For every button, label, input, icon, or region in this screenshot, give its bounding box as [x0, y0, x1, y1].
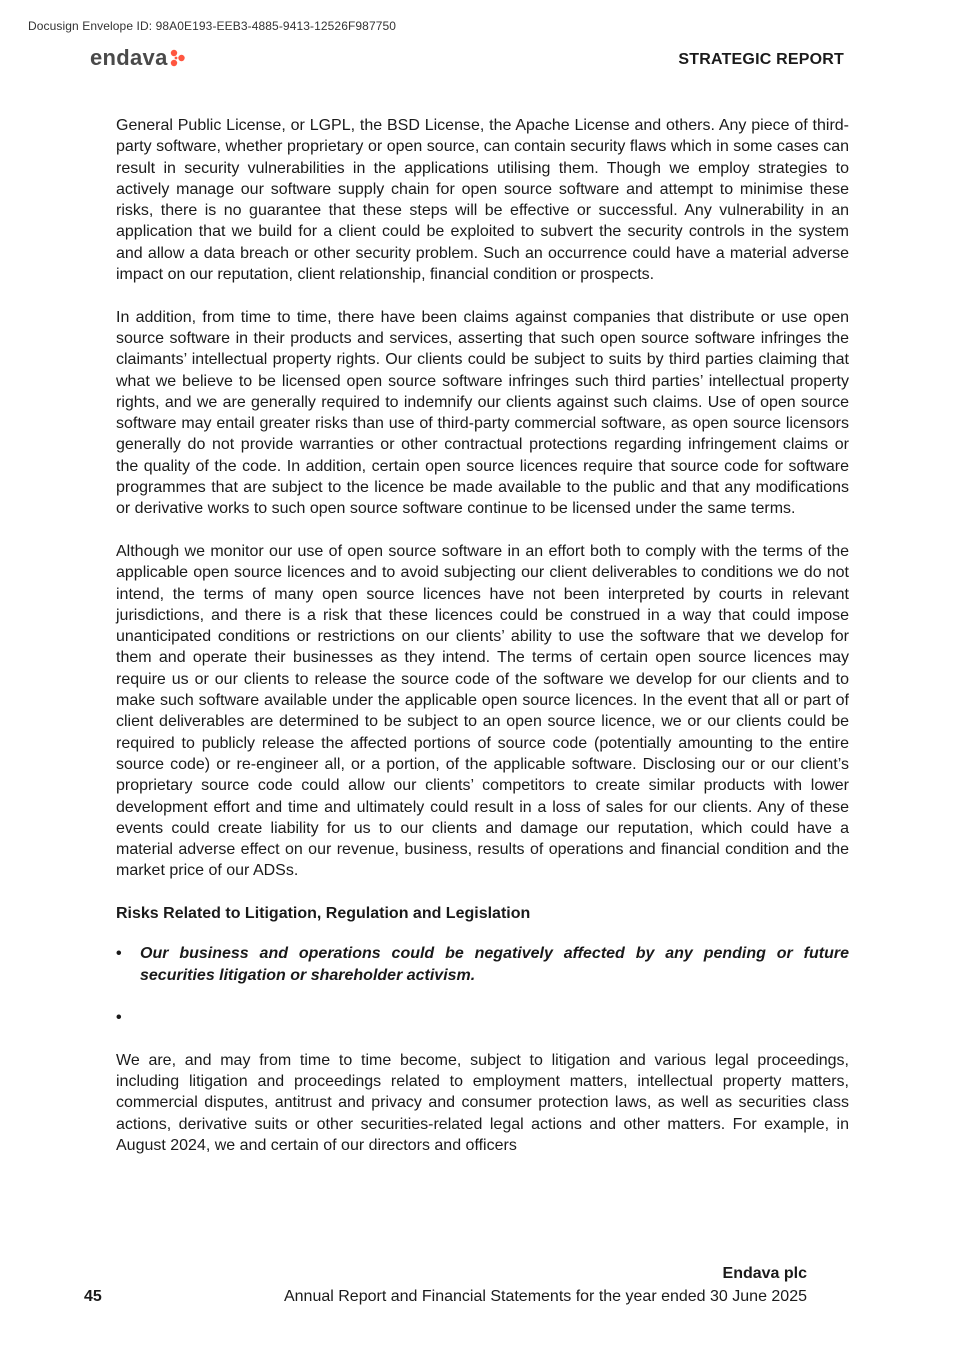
bullet-marker: • — [116, 1009, 122, 1027]
section-heading: Risks Related to Litigation, Regulation and Legislation — [116, 904, 531, 922]
paragraph-open-source-vulnerabilities: General Public License, or LGPL, the BSD License, the Apache License and others. Any piece of third-party software, whether proprietary or open source, can contain security flaws which in some cases can result in security vulnerabilities in the applications utilising them. Though we employ strategies to actively manage our software supply chain for open source software and attempt to minimise these risks, there is no guarantee that these steps will be effective or successful. Any vulnerability in an application that we build for a client could be exploited to subvert the security controls in the system and allow a data breach or other security problem. Such an occurrence could have a material adverse impact on our reputation, client relationship, financial condition or prospects. — [116, 117, 849, 284]
paragraph-open-source-licences: Although we monitor our use of open source software in an effort both to comply with the terms of the applicable open source licences and to avoid subjecting our client deliverables to conditions we do not intend, the terms of many open source licences have not been interpreted by courts in relevant jurisdictions, and there is a risk that these licences could be construed in a way that could impose unanticipated conditions or restrictions on our clients’ ability to use the software that we develop for them and operate their businesses as they intend. The terms of certain open source licences may require us or our clients to release the source code of the software we develop for our clients and to make such software available under the applicable open source licences. In the event that all or part of client deliverables are determined to be subject to an open source licence, we or our clients could be required to publicly release the affected portions of source code (potentially amounting to the entire source code) or re-engineer all, or a portion, of the applicable software. Disclosing our or our client’s proprietary source code could allow our clients’ competitors to create similar products with lower development effort and time and ultimately could result in a loss of sales for our clients. Any of these events could create liability for us to our clients and damage our reputation, which could have a material adverse effect on our revenue, business, results of operations and financial condition and the market price of our ADSs. — [116, 542, 849, 880]
report-body — [116, 115, 849, 1178]
endava-logo — [90, 45, 186, 71]
footer-report-title: Annual Report and Financial Statements for the year ended 30 June 2025 — [283, 1288, 807, 1305]
footer-company-name: Endava plc — [722, 1265, 807, 1282]
page-number: 45 — [84, 1288, 102, 1305]
risk-bullet — [116, 943, 849, 986]
empty-bullet — [116, 1007, 849, 1028]
risk-bullet-text: Our business and operations could be negatively affected by any pending or future securities litigation or shareholder activism. — [140, 945, 849, 984]
empty-bullet-text — [140, 1007, 849, 1028]
paragraph-litigation: We are, and may from time to time become, subject to litigation and various legal proceedings, including litigation and proceedings related to employment matters, intellectual property matters, commercial disputes, antitrust and privacy and consumer protection laws, as well as securities class actions, derivative suits or other securities-related legal actions and other matters. For example, in August 2024, we and certain of our directors and officers — [116, 1051, 849, 1154]
docusign-envelope-id: Docusign Envelope ID: 98A0E193-EEB3-4885-9413-12526F987750 — [28, 19, 397, 33]
paragraph-open-source-claims: In addition, from time to time, there have been claims against companies that distribute or use open source software in their products and services, asserting that such open source software infringes the claimants’ intellectual property rights. Our clients could be subject to suits by third parties claiming that what we believe to be licensed open source software infringes such third parties’ intellectual property rights, and we are generally required to indemnify our clients against such claims. Use of open source software may entail greater risks than use of third-party commercial software, as open source licensors generally do not provide warranties or other contractual protections regarding infringement claims or the quality of the code. In addition, certain open source licences require that source code for software programmes that are subject to the licence be made available to the public and that any modifications or derivative works to such open source software continue to be licensed under the same terms. — [116, 308, 849, 518]
bullet-marker: • — [116, 945, 122, 963]
logo-wordmark: endava — [90, 45, 168, 70]
section-label: STRATEGIC REPORT — [678, 51, 844, 68]
logo-mark-icon — [170, 49, 186, 67]
